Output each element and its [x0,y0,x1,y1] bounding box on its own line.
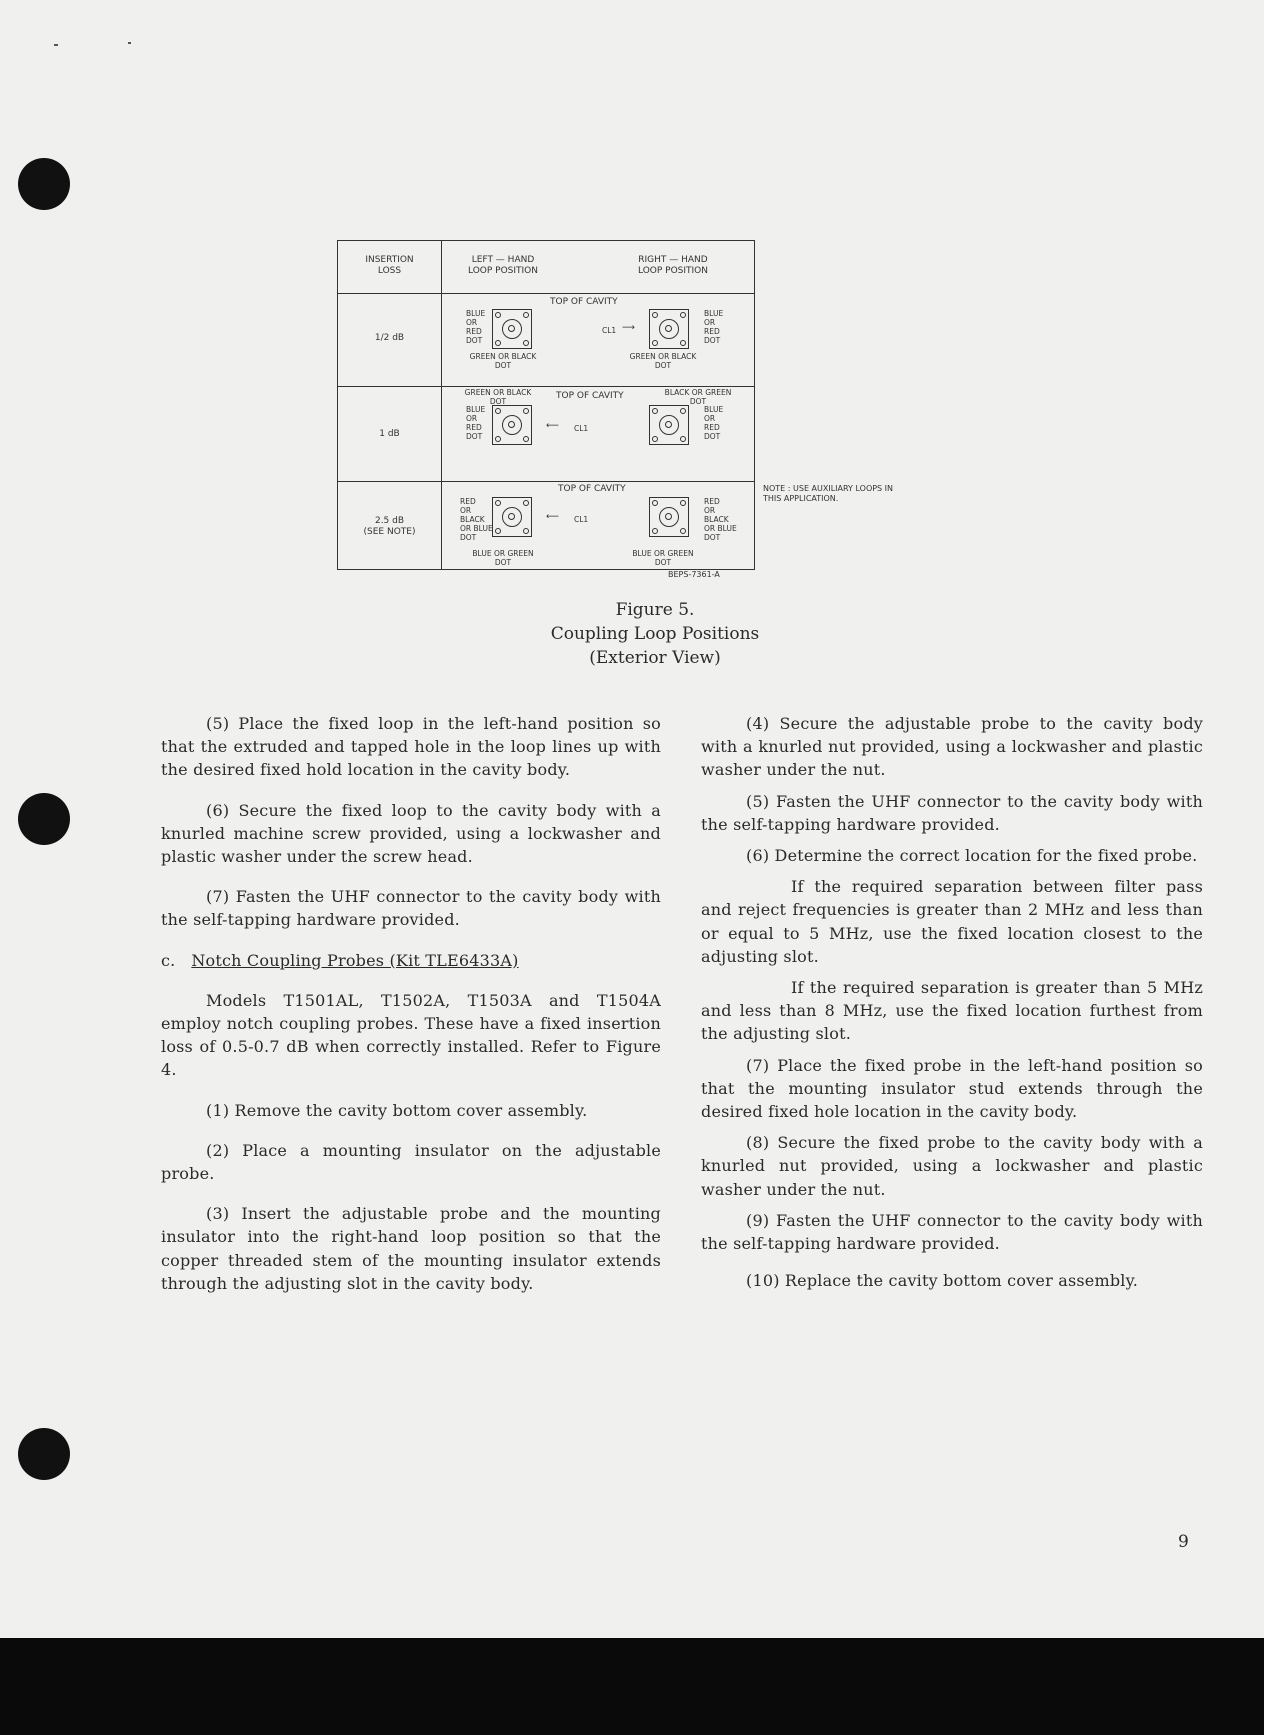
connector-icon [649,405,689,445]
drawing-id: BEPS-7361-A [668,570,720,579]
figure-divider [338,481,754,482]
section-letter: c. [161,950,192,970]
row2-loss: 1 dB [379,429,400,439]
connector-icon [492,309,532,349]
row3-left-side-label: RED OR BLACK OR BLUE DOT [460,497,493,542]
coupling-loop-figure [337,240,755,570]
figure-divider [338,293,754,294]
arrow-left-icon: ⟵ [546,512,559,522]
connector-icon [649,309,689,349]
scan-speck [54,44,58,46]
row3-top-label: TOP OF CAVITY [558,484,626,494]
row3-right-side-label: RED OR BLACK OR BLUE DOT [704,497,737,542]
paragraph: If the required separation between filter pass and reject frequencies is greater than 2 MHz and less than or equal to 5 MHz, use the fixed location closest to the adjusting slot. [701,877,1203,966]
row2-right-side-label: BLUE OR RED DOT [704,405,724,441]
header-left-hand: LEFT — HAND LOOP POSITION [468,255,538,276]
paragraph: (3) Insert the adjustable probe and the mounting insulator into the right-hand loop position so that the copper threaded stem of the mounting insulator extends through the adjusting slot in the cavity body. [161,1204,661,1293]
paragraph: (1) Remove the cavity bottom cover assembly. [206,1100,588,1120]
paragraph: (10) Replace the cavity bottom cover assembly. [746,1271,1138,1291]
header-right-hand: RIGHT — HAND LOOP POSITION [638,255,708,276]
connector-icon [492,497,532,537]
row1-right-side-label: BLUE OR RED DOT [704,309,724,345]
paragraph: (5) Fasten the UHF connector to the cavity body with the self-tapping hardware provided. [701,791,1203,834]
paragraph: (7) Place the fixed probe in the left-hand position so that the mounting insulator stud extends through the desired fixed hole location in the cavity body. [701,1055,1203,1122]
header-insertion-loss: INSERTION LOSS [365,255,414,276]
row1-left-bottom-label: GREEN OR BLACK DOT [469,352,537,370]
section-heading [161,949,661,972]
figure-caption [440,598,870,670]
paragraph: If the required separation is greater than 5 MHz and less than 8 MHz, use the fixed location furthest from the adjusting slot. [701,978,1203,1044]
row1-cl-label: CL1 [602,326,617,335]
row1-left-side-label: BLUE OR RED DOT [466,309,486,345]
row2-left-side-label: BLUE OR RED DOT [466,405,486,441]
row2-left-top-label: GREEN OR BLACK DOT [464,388,532,406]
section-heading-text: Notch Coupling Probes (Kit TLE6433A) [191,950,519,970]
left-column [161,712,661,1295]
connector-icon [649,497,689,537]
paragraph: (6) Secure the fixed loop to the cavity body with a knurled machine screw provided, using a lockwasher and plastic washer under the screw head. [161,800,661,867]
caption-title: Coupling Loop Positions [550,624,760,644]
paragraph: (2) Place a mounting insulator on the adjustable probe. [161,1140,661,1184]
connector-icon [492,405,532,445]
binder-hole-bottom [18,1428,70,1480]
page-number: 9 [1178,1532,1189,1552]
paragraph: (7) Fasten the UHF connector to the cavity body with the self-tapping hardware provided. [161,887,661,930]
paragraph: (6) Determine the correct location for the fixed probe. [746,846,1198,866]
figure-divider [441,241,442,569]
right-column [701,712,1203,1292]
row2-cl-label: CL1 [574,424,589,433]
binder-hole-top [18,158,70,210]
row1-loss: 1/2 dB [374,333,405,343]
scan-speck [128,42,131,44]
paragraph: (4) Secure the adjustable probe to the cavity body with a knurled nut provided, using a lockwasher and plastic washer under the nut. [701,714,1203,780]
figure-divider [338,386,754,387]
row2-top-label: TOP OF CAVITY [556,391,624,401]
arrow-right-icon: ⟶ [622,323,635,333]
row3-left-bottom-label: BLUE OR GREEN DOT [472,549,534,567]
paragraph: (9) Fasten the UHF connector to the cavity body with the self-tapping hardware provided. [701,1210,1203,1254]
scan-border [0,1638,1264,1735]
figure-note: NOTE : USE AUXILIARY LOOPS IN THIS APPLICATION. [763,484,894,503]
row3-cl-label: CL1 [574,515,589,524]
caption-subtitle: (Exterior View) [589,648,721,668]
row1-top-label: TOP OF CAVITY [550,297,618,307]
caption-figure-number: Figure 5. [615,600,695,620]
row2-right-top-label: BLACK OR GREEN DOT [664,388,732,406]
paragraph: (5) Place the fixed loop in the left-hand position so that the extruded and tapped hole in the loop lines up with the desired fixed hold location in the cavity body. [161,714,661,780]
binder-hole-middle [18,793,70,845]
row3-loss: 2.5 dB (SEE NOTE) [363,516,416,537]
paragraph: (8) Secure the fixed probe to the cavity body with a knurled nut provided, using a lockwasher and plastic washer under the nut. [701,1133,1203,1199]
row1-right-bottom-label: GREEN OR BLACK DOT [629,352,697,370]
arrow-left-icon: ⟵ [546,421,559,431]
row3-right-bottom-label: BLUE OR GREEN DOT [632,549,694,567]
paragraph: Models T1501AL, T1502A, T1503A and T1504A employ notch coupling probes. These have a fixed insertion loss of 0.5-0.7 dB when correctly installed. Refer to Figure 4. [161,990,661,1080]
